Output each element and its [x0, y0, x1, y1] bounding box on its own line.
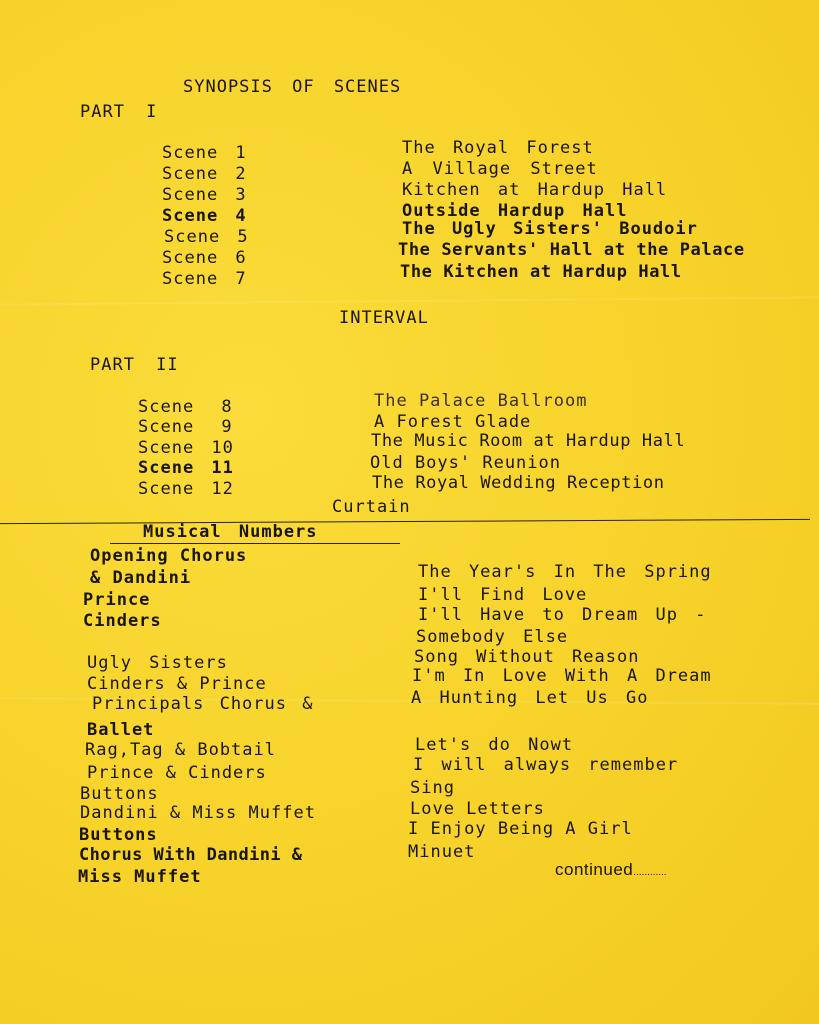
scene-setting: Old Boys' Reunion	[370, 453, 561, 473]
scene-number: Scene 11	[138, 458, 234, 478]
performer-entry: Buttons	[79, 825, 158, 845]
performer-entry: Miss Muffet	[78, 867, 202, 887]
performer-entry: Cinders & Prince	[87, 674, 267, 694]
scene-setting: Outside Hardup Hall	[402, 201, 628, 221]
musical-numbers-heading: Musical Numbers	[143, 522, 318, 542]
song-title: Song Without Reason	[414, 647, 640, 667]
scene-setting: A Village Street	[402, 159, 598, 179]
interval-label: INTERVAL	[339, 308, 429, 328]
scene-number: Scene 3	[162, 185, 247, 205]
continued-label	[555, 860, 667, 880]
song-title: Somebody Else	[416, 627, 569, 647]
song-title: The Year's In The Spring	[418, 562, 712, 582]
scene-number: Scene 7	[162, 269, 247, 289]
scene-number: Scene 5	[164, 227, 249, 247]
performer-entry: Chorus With Dandini &	[79, 845, 303, 865]
performer-entry: Prince	[83, 590, 151, 610]
song-title: I'll Find Love	[418, 585, 588, 605]
song-title: I'll Have to Dream Up -	[418, 605, 707, 625]
song-title: Sing	[410, 778, 455, 798]
performer-entry: Opening Chorus	[90, 546, 248, 566]
continued-text: continued	[555, 860, 634, 879]
performer-entry: Cinders	[83, 611, 162, 631]
scene-setting: The Servants' Hall at the Palace	[398, 240, 745, 260]
song-title: Minuet	[408, 842, 476, 862]
scene-setting: The Royal Forest	[402, 138, 594, 158]
scene-number: Scene 6	[162, 248, 247, 268]
song-title: A Hunting Let Us Go	[411, 688, 649, 708]
section-divider	[0, 519, 810, 524]
scene-number: Scene 1	[162, 143, 247, 163]
song-title: I will always remember	[413, 755, 679, 775]
scene-setting: The Palace Ballroom	[374, 391, 588, 411]
performer-entry: & Dandini	[90, 568, 192, 588]
scene-setting: A Forest Glade	[374, 412, 532, 432]
song-title: Let's do Nowt	[415, 735, 574, 755]
scene-setting: The Royal Wedding Reception	[372, 473, 665, 493]
performer-entry: Ugly Sisters	[87, 653, 228, 673]
scene-number: Scene 4	[162, 206, 247, 226]
scene-number: Scene 9	[138, 417, 233, 437]
performer-entry: Buttons	[80, 784, 159, 804]
part-two-label: PART II	[90, 355, 179, 375]
curtain-label: Curtain	[332, 497, 411, 517]
scene-number: Scene 10	[138, 438, 234, 458]
performer-entry: Prince & Cinders	[87, 763, 267, 783]
scene-setting: The Kitchen at Hardup Hall	[400, 262, 682, 282]
song-title: I Enjoy Being A Girl	[408, 819, 633, 839]
performer-entry: Principals Chorus &	[92, 694, 314, 714]
song-title: Love Letters	[410, 799, 545, 819]
paper-crease	[0, 296, 819, 305]
performer-entry: Rag,Tag & Bobtail	[85, 740, 276, 760]
page-title: SYNOPSIS OF SCENES	[183, 77, 402, 97]
heading-underline	[110, 543, 400, 544]
scene-setting: The Ugly Sisters' Boudoir	[402, 219, 698, 239]
scene-number: Scene 12	[138, 479, 234, 499]
scene-setting: The Music Room at Hardup Hall	[371, 431, 686, 451]
performer-entry: Ballet	[87, 720, 155, 740]
scene-number: Scene 2	[162, 164, 247, 184]
scene-number: Scene 8	[138, 397, 233, 417]
song-title: I'm In Love With A Dream	[412, 666, 712, 686]
leader-dots: ............	[633, 867, 667, 878]
performer-entry: Dandini & Miss Muffet	[80, 803, 316, 823]
part-one-label: PART I	[80, 102, 158, 122]
scene-setting: Kitchen at Hardup Hall	[402, 180, 668, 200]
